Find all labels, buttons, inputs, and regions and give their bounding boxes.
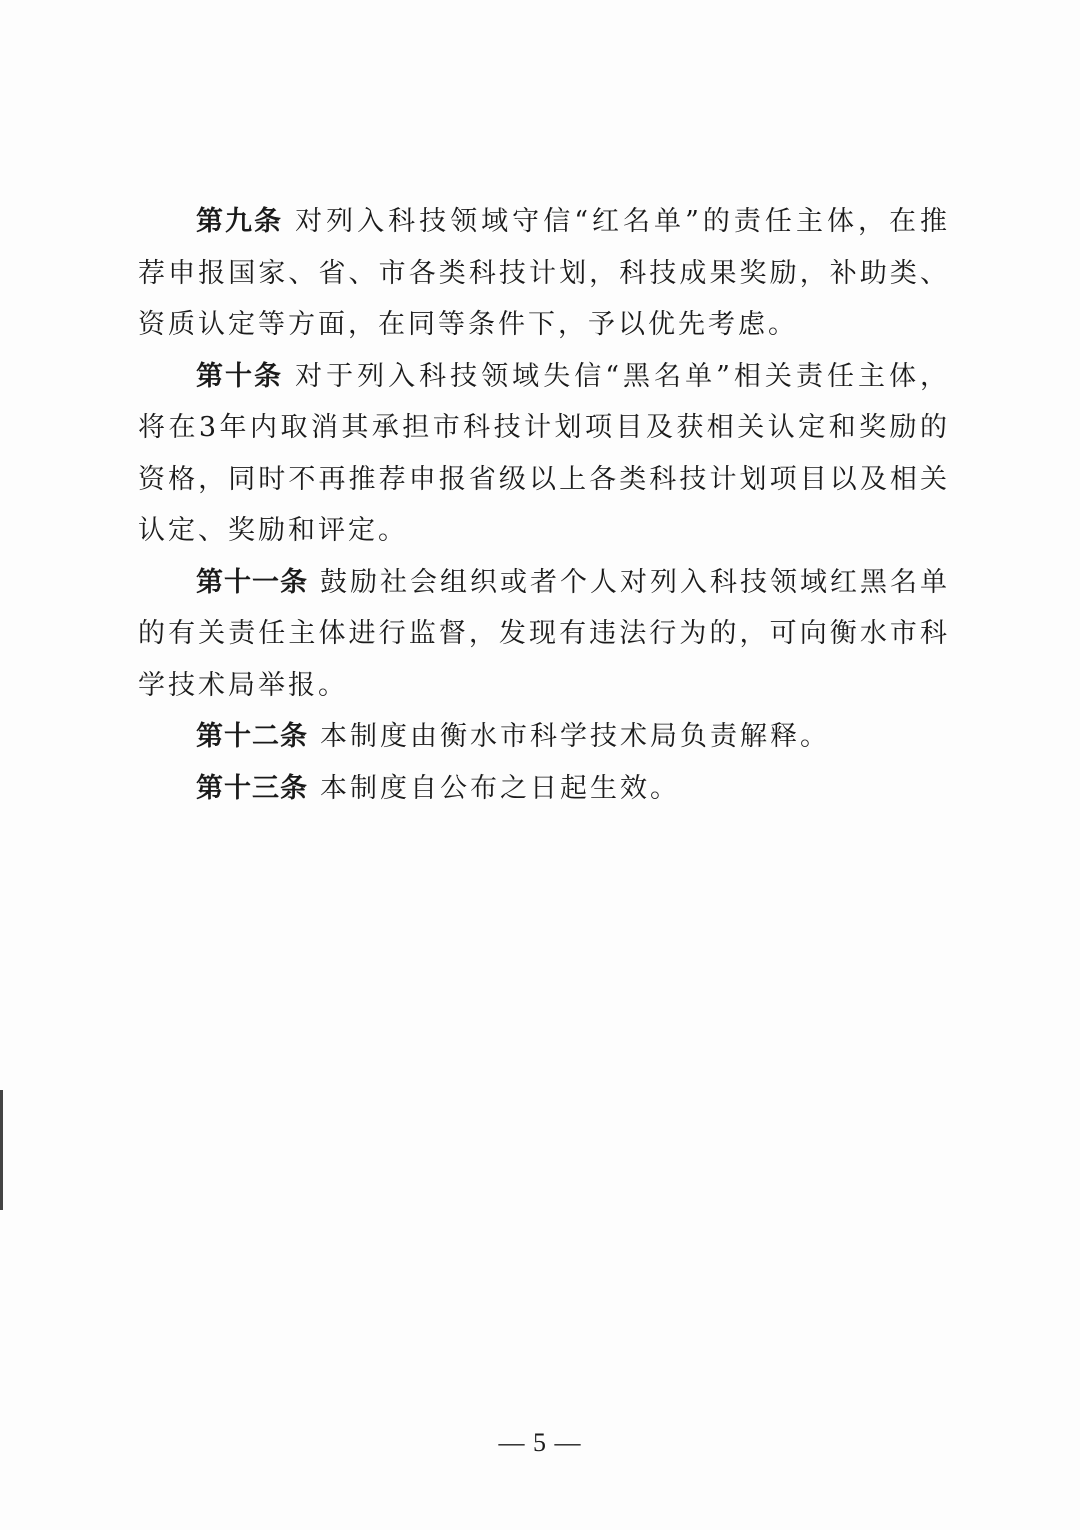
- article-9: [138, 196, 950, 351]
- article-label: 第十二条: [196, 721, 308, 752]
- article-text: 对列入科技领域守信“红名单”的责任主体，在推荐申报国家、省、市各类科技计划，科技成果奖励，补助类、资质认定等方面，在同等条件下，予以优先考虑。: [138, 206, 951, 340]
- page-number: — 5 —: [498, 1428, 582, 1457]
- article-label: 第十条: [196, 360, 284, 392]
- article-11: [138, 557, 950, 712]
- article-13: [138, 763, 950, 815]
- article-label: 第十一条: [196, 566, 308, 598]
- document-body: [138, 196, 950, 814]
- article-text: 鼓励社会组织或者个人对列入科技领域红黑名单的有关责任主体进行监督，发现有违法行为的，可向衡水市科学技术局举报。: [138, 566, 950, 701]
- article-10: [138, 351, 950, 557]
- article-label: 第九条: [196, 206, 284, 237]
- article-text: 对于列入科技领域失信“黑名单”相关责任主体，将在3年内取消其承担市科技计划项目及获相关认定和奖励的资格，同时不再推荐申报省级以上各类科技计划项目以及相关认定、奖励和评定。: [138, 360, 951, 546]
- article-12: [138, 711, 950, 763]
- article-text: 本制度自公布之日起生效。: [320, 772, 680, 804]
- article-text: 本制度由衡水市科学技术局负责解释。: [320, 721, 830, 752]
- article-label: 第十三条: [196, 772, 308, 804]
- scan-edge-mark: [0, 1090, 3, 1210]
